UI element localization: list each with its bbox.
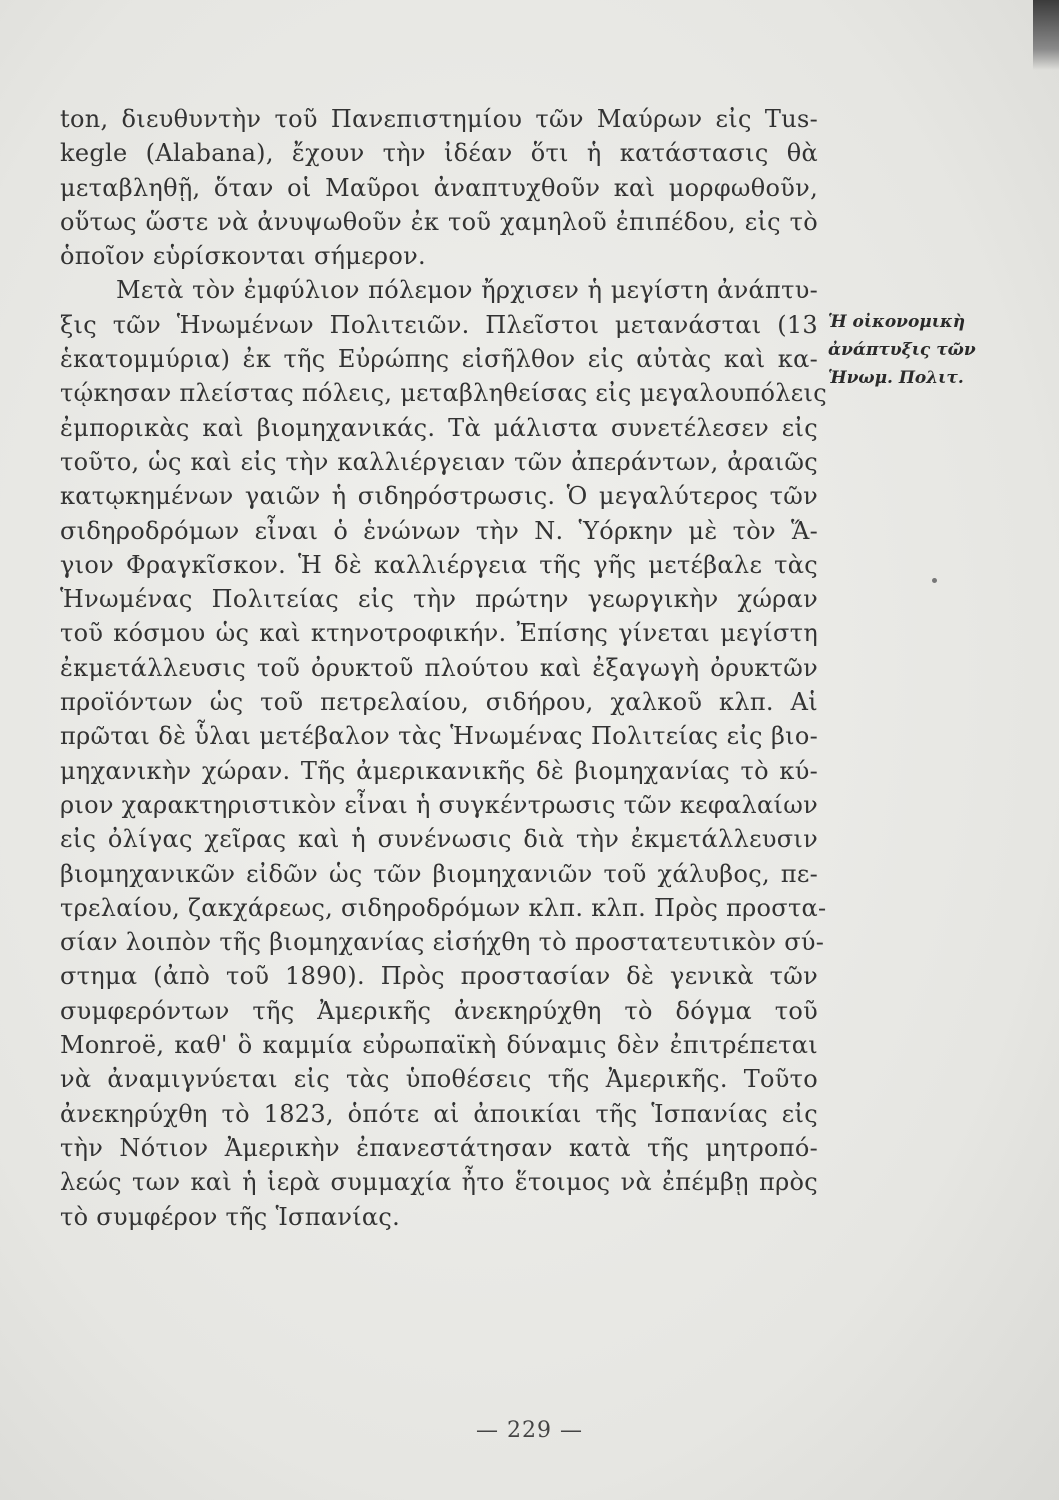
text-line: Ἡνωμένας Πολιτείας εἰς τὴν πρώτην γεωργικὴν χώραν bbox=[60, 585, 818, 614]
text-line: τοῦ κόσμου ὡς καὶ κτηνοτροφικήν. Ἐπίσης γίνεται μεγίστη bbox=[60, 619, 818, 648]
text-line: ἑκατομμύρια) ἐκ τῆς Εὐρώπης εἰσῆλθον εἰς αὐτὰς καὶ κα- bbox=[60, 345, 818, 374]
text-line: τρελαίου, ζακχάρεως, σιδηροδρόμων κλπ. κλπ. Πρὸς προστα- bbox=[60, 893, 827, 922]
text-line: ton, διευθυντὴν τοῦ Πανεπιστημίου τῶν Μαύρων εἰς Tus- bbox=[60, 105, 818, 133]
text-line: γιον Φραγκῖσκον. Ἡ δὲ καλλιέργεια τῆς γῆς μετέβαλε τὰς bbox=[60, 550, 818, 579]
text-line: τοῦτο, ὡς καὶ εἰς τὴν καλλιέργειαν τῶν ἀπεράντων, ἀραιῶς bbox=[60, 447, 818, 476]
scan-edge-shadow bbox=[1033, 0, 1059, 70]
text-line: βιομηχανικῶν εἰδῶν ὡς τῶν βιομηχανιῶν τοῦ χάλυβος, πε- bbox=[60, 859, 818, 888]
text-line: ἐμπορικὰς καὶ βιομηχανικάς. Τὰ μάλιστα συνετέλεσεν εἰς bbox=[60, 413, 818, 442]
text-line: λεώς των καὶ ἡ ἱερὰ συμμαχία ἦτο ἕτοιμος νὰ ἐπέμβῃ πρὸς bbox=[60, 1168, 818, 1197]
text-line: μηχανικὴν χώραν. Τῆς ἀμερικανικῆς δὲ βιομηχανίας τὸ κύ- bbox=[60, 756, 818, 785]
text-line: κατῳκημένων γαιῶν ἡ σιδηρόστρωσις. Ὁ μεγαλύτερος τῶν bbox=[60, 482, 818, 511]
text-line: ἐκμετάλλευσις τοῦ ὀρυκτοῦ πλούτου καὶ ἐξαγωγὴ ὀρυκτῶν bbox=[60, 653, 818, 682]
text-line: σίαν λοιπὸν τῆς βιομηχανίας εἰσήχθη τὸ προστατευτικὸν σύ- bbox=[60, 928, 825, 957]
text-line: νὰ ἀναμιγνύεται εἰς τὰς ὑποθέσεις τῆς Ἀμερικῆς. Τοῦτο bbox=[60, 1065, 818, 1094]
margin-note-line: Ἡνωμ. Πολιτ. bbox=[828, 368, 964, 388]
text-line: ὁποῖον εὑρίσκονται σήμερον. bbox=[60, 242, 426, 271]
text-line: πρῶται δὲ ὗλαι μετέβαλον τὰς Ἡνωμένας Πολιτείας εἰς βιο- bbox=[60, 722, 818, 751]
text-line: kegle (Alabana), ἔχουν τὴν ἰδέαν ὅτι ἡ κατάστασις θὰ bbox=[60, 139, 818, 168]
text-line: τὴν Νότιον Ἀμερικὴν ἐπανεστάτησαν κατὰ τῆς μητροπό- bbox=[60, 1133, 818, 1162]
text-line: εἰς ὀλίγας χεῖρας καὶ ἡ συνένωσις διὰ τὴν ἐκμετάλλευσιν bbox=[60, 825, 818, 854]
text-line: ξις τῶν Ἡνωμένων Πολιτειῶν. Πλεῖστοι μετανάσται (13 bbox=[60, 310, 818, 339]
text-line: Μετὰ τὸν ἐμφύλιον πόλεμον ἤρχισεν ἡ μεγίστη ἀνάπτυ- bbox=[116, 276, 818, 305]
text-line: συμφερόντων τῆς Ἀμερικῆς ἀνεκηρύχθη τὸ δόγμα τοῦ bbox=[60, 996, 818, 1025]
text-line: Monroë, καθ' ὃ καμμία εὐρωπαϊκὴ δύναμις δὲν ἐπιτρέπεται bbox=[60, 1031, 818, 1060]
margin-note bbox=[828, 308, 1018, 392]
text-line: τὸ συμφέρον τῆς Ἱσπανίας. bbox=[60, 1202, 401, 1231]
text-line: στημα (ἀπὸ τοῦ 1890). Πρὸς προστασίαν δὲ γενικὰ τῶν bbox=[60, 962, 818, 991]
text-line: προϊόντων ὡς τοῦ πετρελαίου, σιδήρου, χαλκοῦ κλπ. Αἱ bbox=[60, 688, 818, 717]
text-line: σιδηροδρόμων εἶναι ὁ ἑνώνων τὴν Ν. Ὑόρκην μὲ τὸν Ἅ- bbox=[60, 516, 818, 545]
margin-note-line: Ἡ οἰκονομικὴ bbox=[828, 312, 966, 332]
text-line: ριον χαρακτηριστικὸν εἶναι ἡ συγκέντρωσις τῶν κεφαλαίων bbox=[60, 790, 819, 819]
body-text bbox=[60, 102, 827, 1234]
page-number: — 229 — bbox=[476, 1418, 583, 1443]
text-line: τῴκησαν πλείστας πόλεις, μεταβληθείσας εἰς μεγαλουπόλεις bbox=[60, 379, 827, 408]
text-line: οὕτως ὥστε νὰ ἀνυψωθοῦν ἐκ τοῦ χαμηλοῦ ἐπιπέδου, εἰς τὸ bbox=[60, 207, 818, 236]
margin-note-line: ἀνάπτυξις τῶν bbox=[828, 340, 976, 360]
text-line: μεταβληθῇ, ὅταν οἱ Μαῦροι ἀναπτυχθοῦν καὶ μορφωθοῦν, bbox=[60, 173, 818, 202]
scan-speck bbox=[932, 578, 937, 583]
text-line: ἀνεκηρύχθη τὸ 1823, ὁπότε αἱ ἀποικίαι τῆς Ἱσπανίας εἰς bbox=[60, 1099, 818, 1128]
